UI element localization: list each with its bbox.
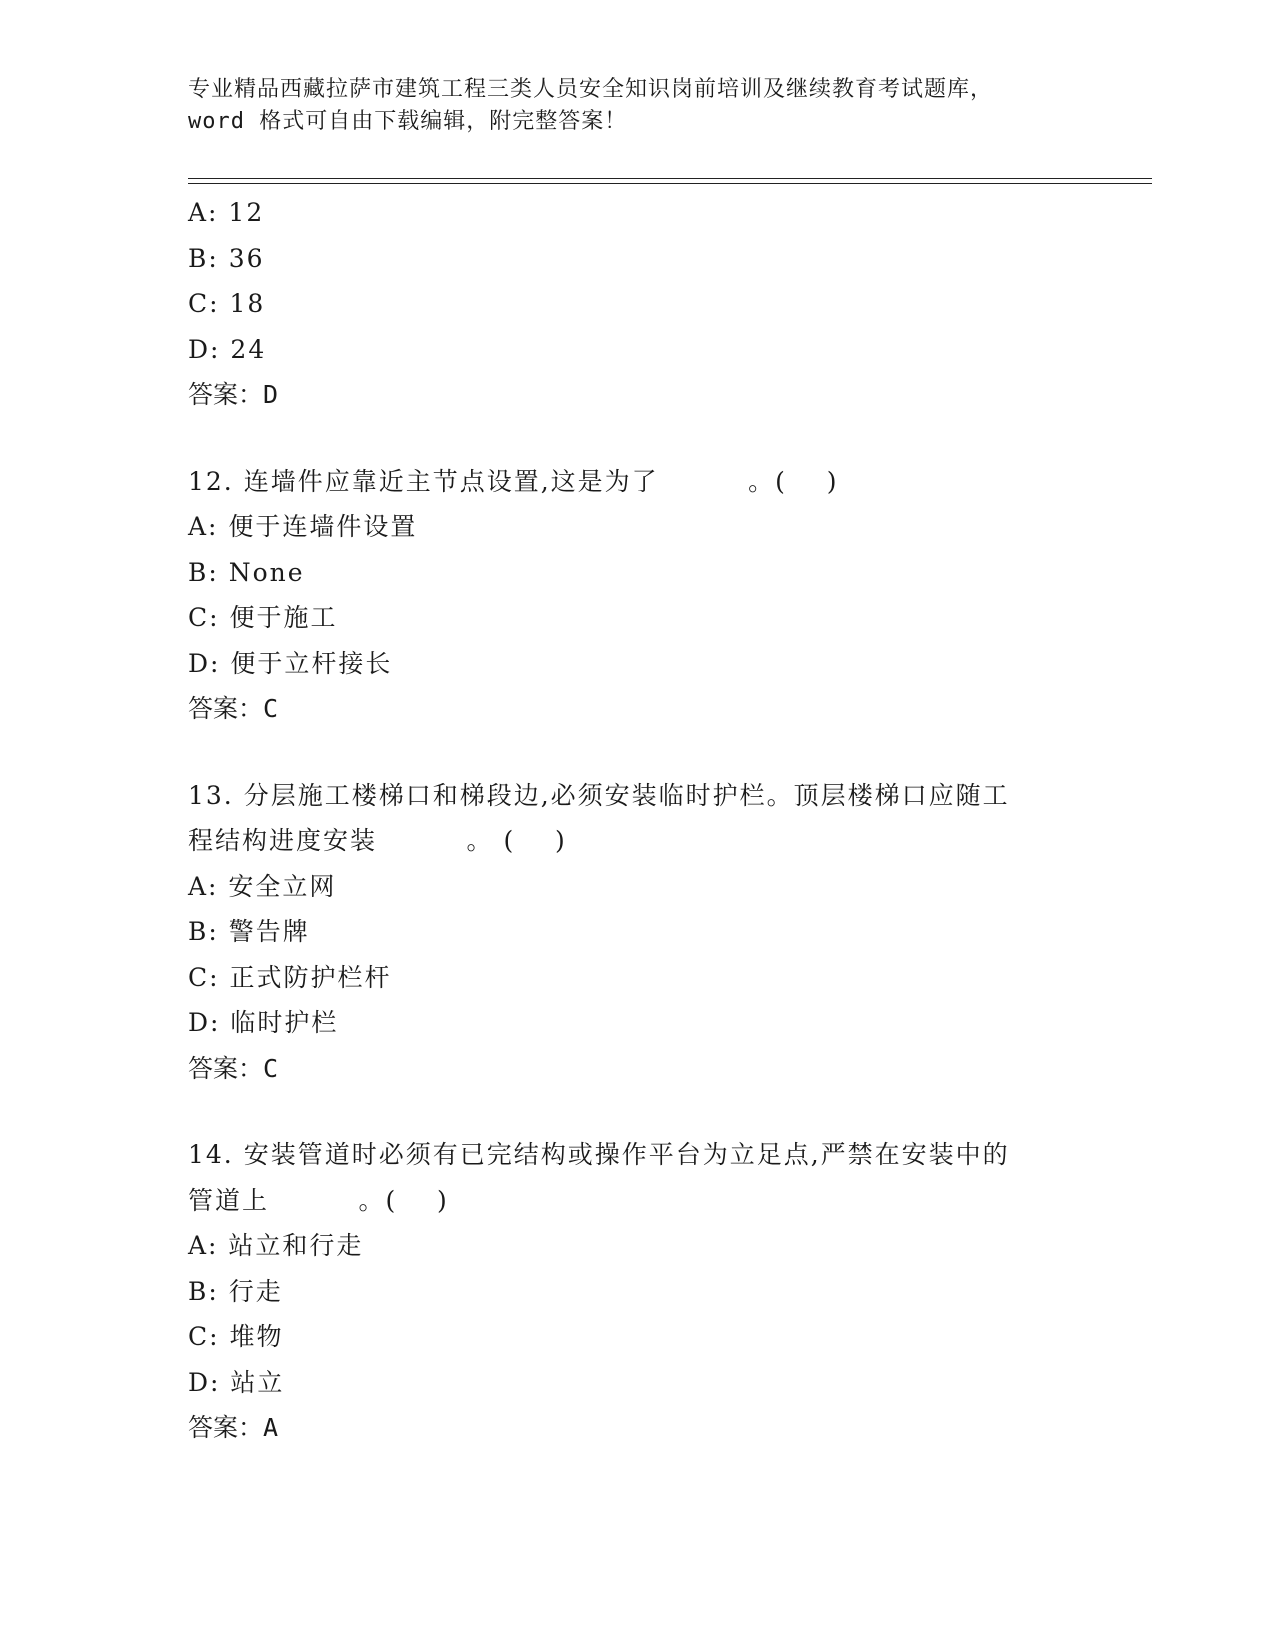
question-content (188, 190, 1088, 1451)
option-c: C: 便于施工 (188, 603, 338, 632)
answer-line: 答案：A (188, 1413, 279, 1442)
previous-question-block (188, 190, 1088, 418)
question-text: 14. 安装管道时必须有已完结构或操作平台为立足点,严禁在安装中的 (188, 1140, 1010, 1169)
answer-line: 答案：C (188, 694, 279, 723)
question-text-continued: 管道上 。( ) (188, 1185, 449, 1215)
header-divider-top (188, 178, 1152, 179)
option-b: B: 警告牌 (188, 917, 310, 946)
option-b: B: None (188, 557, 305, 587)
option-d: D: 便于立杆接长 (188, 648, 393, 678)
option-d: D: 24 (188, 334, 267, 364)
option-a: A: 站立和行走 (188, 1231, 364, 1260)
option-d: D: 站立 (188, 1367, 285, 1397)
answer-line: 答案：D (188, 380, 279, 409)
question-14 (188, 1132, 1088, 1451)
option-c: C: 正式防护栏杆 (188, 962, 392, 992)
header-divider-bottom (188, 183, 1152, 184)
question-text: 12. 连墙件应靠近主节点设置,这是为了 。( ) (188, 466, 839, 496)
option-d: D: 临时护栏 (188, 1008, 339, 1037)
document-header (188, 74, 1088, 138)
question-text: 13. 分层施工楼梯口和梯段边,必须安装临时护栏。顶层楼梯口应随工 (188, 780, 1010, 810)
question-12 (188, 459, 1088, 732)
option-b: B: 36 (188, 243, 265, 273)
header-line-2: word 格式可自由下载编辑，附完整答案！ (188, 109, 628, 134)
option-b: B: 行走 (188, 1276, 283, 1306)
option-a: A: 安全立网 (188, 871, 337, 901)
option-a: A: 12 (188, 198, 265, 227)
option-c: C: 18 (188, 289, 266, 318)
answer-line: 答案：C (188, 1053, 279, 1083)
question-13 (188, 773, 1088, 1092)
option-a: A: 便于连墙件设置 (188, 512, 418, 541)
header-line-1: 专业精品西藏拉萨市建筑工程三类人员安全知识岗前培训及继续教育考试题库， (188, 77, 994, 102)
option-c: C: 堆物 (188, 1322, 284, 1351)
question-text-continued: 程结构进度安装 。 ( ) (188, 826, 567, 855)
